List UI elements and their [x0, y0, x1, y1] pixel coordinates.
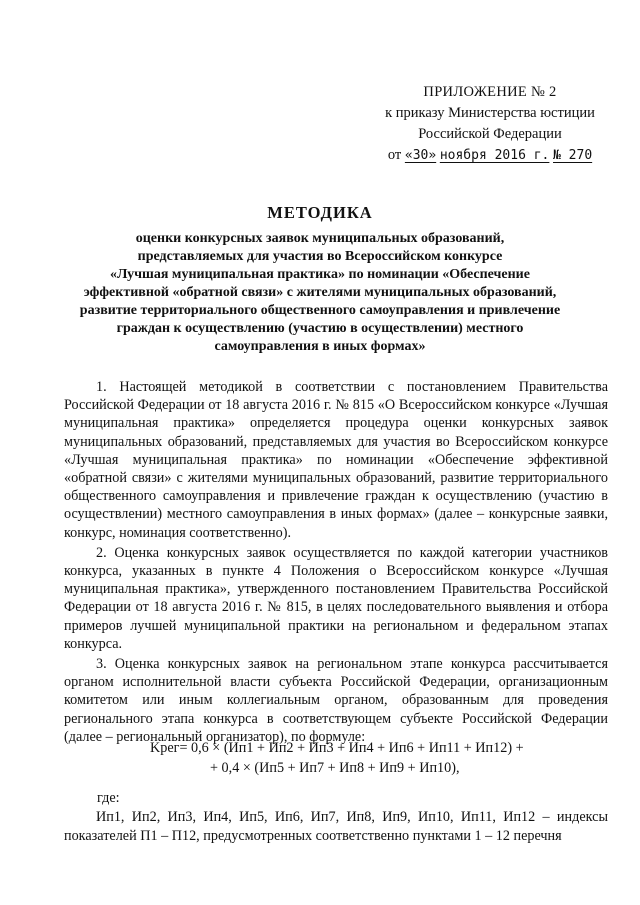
- subtitle-line: самоуправления в иных формах»: [214, 339, 426, 354]
- date-prefix: от: [387, 147, 402, 163]
- appendix-block: [360, 82, 620, 166]
- document-subtitle: [60, 230, 580, 356]
- indices-paragraph: Ип1, Ип2, Ип3, Ип4, Ип5, Ип6, Ип7, Ип8, Ип9, Ип10, Ип11, Ип12 – индексы показателей П1 – П12, предусмотренных соответственно пунктами 1 – 12 перечня: [64, 809, 608, 844]
- subtitle-line: оценки конкурсных заявок муниципальных образований,: [135, 231, 505, 246]
- formula-line-2: + 0,4 × (Ип5 + Ип7 + Ип8 + Ип9 + Ип10),: [210, 760, 460, 776]
- where-label: где:: [97, 790, 120, 806]
- appendix-title: ПРИЛОЖЕНИЕ № 2: [423, 84, 557, 100]
- order-number: № 270: [553, 148, 593, 163]
- subtitle-line: эффективной «обратной связи» с жителями муниципальных образований,: [83, 285, 557, 300]
- paragraph-1: 1. Настоящей методикой в соответствии с постановлением Правительства Российской Федерации от 18 августа 2016 г. № 815 «О Всероссийском конкурсе «Лучшая муниципальная практика» определяется процедура оценки конкурсных заявок муниципальных образований, представляемых для участия во Всероссийском конкурсе «Лучшая муниципальная практика» по номинации «Обеспечение эффективной «обратной связи» с жителями муниципальных образований, развитие территориального общественного самоуправления и привлечение граждан к осуществлению (участию в осуществлении) местного самоуправления в иных формах» (далее – конкурсные заявки, конкурс, номинация соответственно).: [64, 379, 608, 541]
- document-title: МЕТОДИКА: [267, 203, 373, 222]
- date-day: «30»: [404, 148, 437, 163]
- date-month-year: ноября 2016 г.: [439, 148, 550, 163]
- appendix-ministry-line: Российской Федерации: [418, 126, 562, 142]
- subtitle-line: представляемых для участия во Всероссийском конкурсе: [137, 249, 503, 264]
- appendix-date-line: [360, 145, 620, 166]
- paragraph-3: 3. Оценка конкурсных заявок на региональном этапе конкурса рассчитывается органом исполнительной власти субъекта Российской Федерации, организационным комитетом или иным коллегиальным органом, образованным для проведения регионального этапа конкурса в соответствующем субъекте Российской Федерации (далее – региональный организатор), по формуле:: [64, 656, 608, 745]
- document-body: [64, 378, 608, 748]
- subtitle-line: «Лучшая муниципальная практика» по номинации «Обеспечение: [110, 267, 530, 282]
- formula: [150, 738, 590, 778]
- paragraph-2: 2. Оценка конкурсных заявок осуществляется по каждой категории участников конкурса, указанных в пункте 4 Положения о Всероссийском конкурсе «Лучшая муниципальная практика», утвержденного постановлением Правительства Российской Федерации от 18 августа 2016 г. № 815, в целях последовательного выявления и отбора примеров лучшей муниципальной практики на региональном и федеральном этапах конкурса.: [64, 544, 608, 652]
- formula-line-1: Kрег= 0,6 × (Ип1 + Ип2 + Ип3 + Ип4 + Ип6 + Ип11 + Ип12) +: [150, 740, 524, 756]
- subtitle-line: граждан к осуществлению (участию в осуществлении) местного: [116, 321, 524, 336]
- subtitle-line: развитие территориального общественного самоуправления и привлечение: [79, 303, 561, 318]
- appendix-order-line: к приказу Министерства юстиции: [385, 105, 595, 121]
